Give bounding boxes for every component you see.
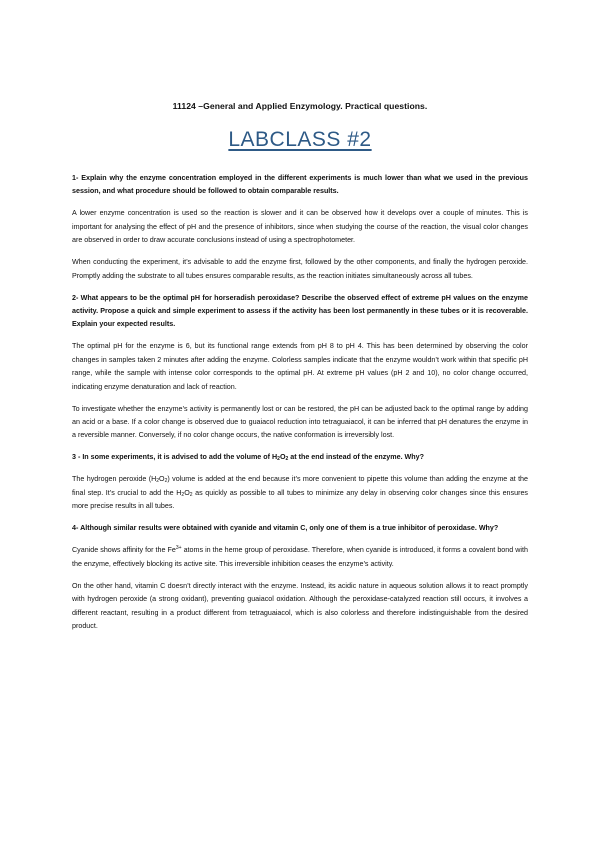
answer-1-paragraph-2: When conducting the experiment, it’s advisable to add the enzyme first, followed by the other components, and finally the hydrogen peroxide. Promptly adding the substrate to all tubes ensures comparable results, as the reaction initiates simultaneously across all tubes.: [72, 258, 528, 280]
answer-2-paragraph-1: The optimal pH for the enzyme is 6, but its functional range extends from pH 8 to pH 4. This has been determined by observing the color changes in samples taken 2 minutes after adding the enzyme. Colorless samples indicate that the enzyme wouldn’t work within that specific pH range, while the sample with intense color corresponds to the optimal pH. At extreme pH values (pH 2 and 10), no color change occurred, indicating enzyme denaturation and lack of reaction.: [72, 342, 528, 391]
subscript: 2: [285, 456, 289, 463]
question-4: 4- Although similar results were obtained with cyanide and vitamin C, only one of them is a true inhibitor of peroxidase. Why?: [72, 524, 499, 533]
subscript: 2: [164, 478, 168, 485]
answer-3-text-mid: O: [184, 488, 190, 497]
subscript: 2: [181, 491, 185, 498]
answer-4-paragraph-2: On the other hand, vitamin C doesn’t directly interact with the enzyme. Instead, its acidic nature in aqueous solution allows it to react promptly with hydrogen peroxide (a strong oxidant), preventing guaiacol oxidation. Although the peroxidase-catalyzed reaction still occurs, it involves a different reactant, resulting in a product different from tetraguaiacol, which is also colorless and therefore indistinguishable from the desired product.: [72, 581, 528, 630]
question-3: [72, 451, 528, 464]
answer-3-paragraph-1: [72, 473, 528, 513]
answer-4-paragraph-1: [72, 544, 528, 571]
document-header: 11124 –General and Applied Enzymology. Practical questions.: [172, 101, 428, 111]
answer-4-text-b: atoms in the heme group of peroxidase. Therefore, when cyanide is introduced, it forms a covalent bond with the enzyme, effectively blocking its active site. This irreversible inhibition ceases the enzyme’s activity.: [72, 546, 528, 568]
document-title: LABCLASS #2: [228, 128, 372, 151]
answer-2-paragraph-2: To investigate whether the enzyme’s activity is permanently lost or can be restored, the pH can be adjusted back to the optimal range by adding an acid or a base. If a color change is observed due to guaiacol reduction into tetraguaiacol, it can be inferred that pH denatures the enzyme in a reversible manner. Conversely, if no color change occurs, the native conformation is irreversibly lost.: [72, 404, 528, 440]
answer-3-text-c: as quickly as possible to all tubes to minimize any delay in observing color changes since this ensures more precise results in all tubes.: [72, 488, 528, 511]
question-2: 2- What appears to be the optimal pH for horseradish peroxidase? Describe the observed effect of extreme pH values on the enzyme activity. Propose a quick and simple experiment to assess if the activity has been lost permanently in these tubes or it is recoverable. Explain your expected results.: [72, 293, 528, 329]
superscript: 3+: [175, 545, 182, 552]
subscript: 2: [277, 456, 280, 463]
answer-3-text-mid: O: [159, 475, 165, 484]
subscript: 2: [189, 491, 193, 498]
question-3-text-b: at the end instead of the enzyme. Why?: [288, 453, 424, 462]
answer-4-text-a: Cyanide shows affinity for the Fe: [72, 546, 176, 555]
answer-3-text-b: ) volume is added at the end because it’s more convenient to pipette this volume than adding the enzyme at the final step. It’s crucial to add the H: [72, 475, 528, 497]
question-3-text-mid: O: [279, 453, 286, 462]
document-body: [72, 172, 528, 642]
answer-3-text-a: The hydrogen peroxide (H: [72, 475, 157, 484]
subscript: 2: [156, 478, 160, 485]
answer-1-paragraph-1: A lower enzyme concentration is used so the reaction is slower and it can be observed how it develops over a couple of minutes. This is important for analysing the effect of pH and the presence of inhibitors, since when studying the course of the reaction, the visual color changes are observed in order to draw accurate conclusions instead of using a spectrophotometer.: [72, 209, 528, 245]
question-3-text-a: 3 - In some experiments, it is advised to add the volume of H: [72, 453, 278, 462]
question-1: 1- Explain why the enzyme concentration employed in the different experiments is much lower than what we used in the previous session, and what procedure should be followed to obtain comparable results.: [72, 174, 528, 196]
